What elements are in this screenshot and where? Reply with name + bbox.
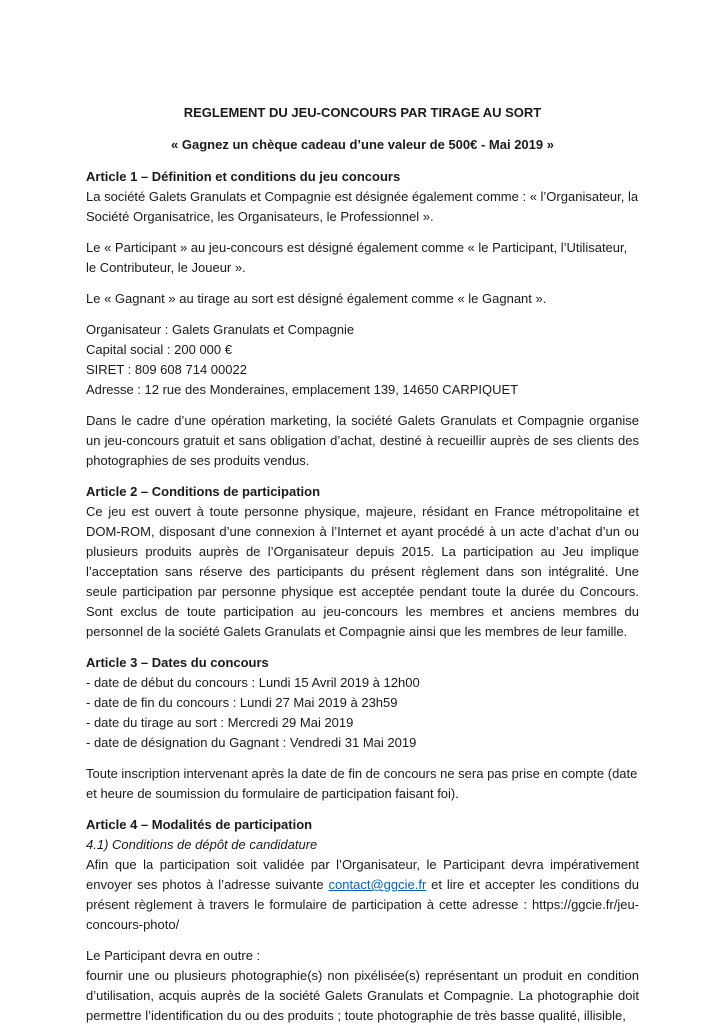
organizer-capital-line: Capital social : 200 000 € bbox=[86, 342, 232, 357]
contact-email-link[interactable]: contact@ggcie.fr bbox=[328, 877, 427, 892]
date-draw-item: - date du tirage au sort : Mercredi 29 Mai 2019 bbox=[86, 715, 354, 730]
article3-heading: Article 3 – Dates du concours bbox=[86, 655, 269, 670]
article1-para-definition: La société Galets Granulats et Compagnie est désignée également comme : « l’Organisateur, la Société Organisatrice, les Organisateurs, le Professionnel ». bbox=[86, 189, 639, 224]
date-winner-item: - date de désignation du Gagnant : Vendredi 31 Mai 2019 bbox=[86, 735, 417, 750]
doc-title: REGLEMENT DU JEU-CONCOURS PAR TIRAGE AU SORT bbox=[183, 105, 542, 120]
doc-subtitle: « Gagnez un chèque cadeau d’une valeur de 500€ - Mai 2019 » bbox=[171, 137, 554, 152]
organizer-address-line: Adresse : 12 rue des Monderaines, emplacement 139, 14650 CARPIQUET bbox=[86, 382, 519, 397]
article4-para-outre: Le Participant devra en outre : bbox=[86, 948, 261, 963]
article2-heading: Article 2 – Conditions de participation bbox=[86, 484, 321, 499]
organizer-info-block bbox=[86, 320, 639, 400]
para-validation-text-before: Afin que la participation soit validée par l’Organisateur, le Participant devra impérativement envoyer ses photos à l’adresse suivante bbox=[86, 857, 639, 892]
article1-heading: Article 1 – Définition et conditions du jeu concours bbox=[86, 169, 401, 184]
article4-para-fournir: fournir une ou plusieurs photographie(s) non pixélisée(s) représentant un produit en condition d’utilisation, acquis auprès de la société Galets Granulats et Compagnie. La photographie doit permettre l’identification du ou des produits ; toute photographie de très basse qualité, illisible, bbox=[86, 968, 639, 1023]
date-start-item: - date de début du concours : Lundi 15 Avril 2019 à 12h00 bbox=[86, 675, 420, 690]
date-end-item: - date de fin du concours : Lundi 27 Mai 2019 à 23h59 bbox=[86, 695, 398, 710]
article1-para-marketing: Dans le cadre d’une opération marketing, la société Galets Granulats et Compagnie organise un jeu-concours gratuit et sans obligation d’achat, destiné à recueillir auprès de ses clients des photographies de ses produits vendus. bbox=[86, 413, 639, 468]
organizer-name-line: Organisateur : Galets Granulats et Compagnie bbox=[86, 322, 355, 337]
article3-para-inscription: Toute inscription intervenant après la date de fin de concours ne sera pas prise en compte (date et heure de soumission du formulaire de participation faisant foi). bbox=[86, 766, 638, 801]
article4-para-validation bbox=[86, 855, 639, 935]
contest-dates-list bbox=[86, 673, 639, 753]
article1-para-participant: Le « Participant » au jeu-concours est désigné également comme « le Participant, l’Utilisateur, le Contributeur, le Joueur ». bbox=[86, 240, 628, 275]
para-validation-text-after: et lire et accepter les conditions du présent règlement à travers le formulaire de participation à cette adresse : https://ggcie.fr/jeu-concours-photo/ bbox=[86, 877, 640, 932]
article4-subheading: 4.1) Conditions de dépôt de candidature bbox=[86, 837, 318, 852]
article1-para-gagnant: Le « Gagnant » au tirage au sort est désigné également comme « le Gagnant ». bbox=[86, 291, 547, 306]
article4-heading: Article 4 – Modalités de participation bbox=[86, 817, 313, 832]
article2-para-conditions: Ce jeu est ouvert à toute personne physique, majeure, résidant en France métropolitaine et DOM-ROM, disposant d’une connexion à l’Internet et ayant procédé à un acte d’achat d’un ou plusieurs produits auprès de l’Organisateur depuis 2015. La participation au Jeu implique l’acceptation sans réserve des participants du présent règlement dans son intégralité. Une seule participation par personne physique est acceptée pendant toute la durée du Concours. Sont exclus de toute participation au jeu-concours les membres et anciens membres du personnel de la société Galets Granulats et Compagnie ainsi que les membres de leur famille. bbox=[86, 504, 639, 639]
organizer-siret-line: SIRET : 809 608 714 00022 bbox=[86, 362, 247, 377]
